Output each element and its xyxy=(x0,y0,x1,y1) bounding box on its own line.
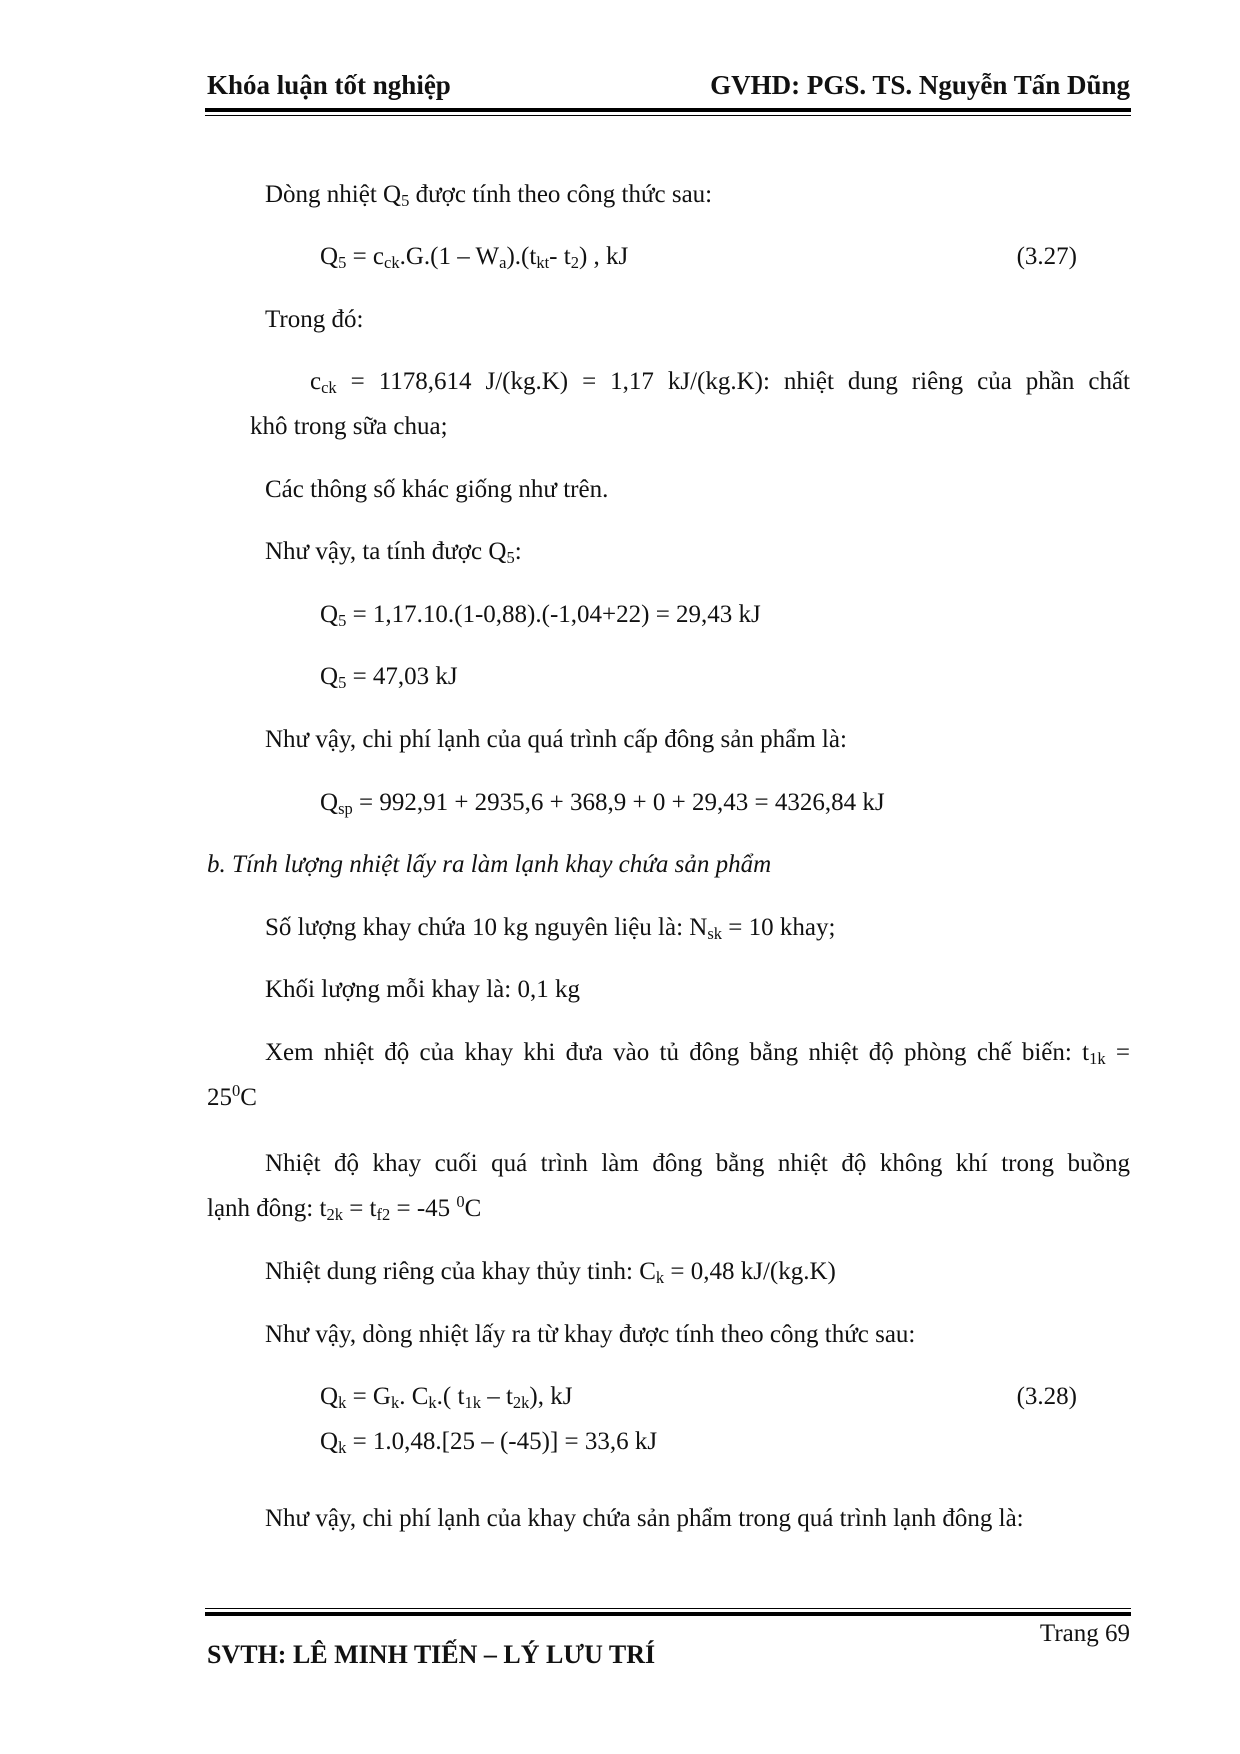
text-line-9: Như vậy, chi phí lạnh của quá trình cấp đông sản phẩm là: xyxy=(265,726,847,753)
equation-q5-2: $Q_5 = 47,03$ kJ xyxy=(320,663,458,693)
text-line-21: Như vậy, chi phí lạnh của khay chứa sản phẩm trong quá trình lạnh đông là: xyxy=(265,1505,1024,1532)
header-rule-thin xyxy=(205,115,1131,116)
equation-qk: $Q_k = 1.0,48.[25 - (-45)] = 33,6$ kJ xyxy=(320,1428,658,1458)
text-line-12: Số lượng khay chứa 10 kg nguyên liệu là: $N_{sk} = 10$ khay; xyxy=(265,914,836,944)
text-line-2: Trong đó: xyxy=(265,306,364,333)
text-line-15: $25^0C$ xyxy=(207,1080,257,1111)
equation-number-3-28: (3.28) xyxy=(1016,1383,1077,1410)
equation-3-27: $Q_5 = c_{ck}.G.(1 - W_a).(t_{kt}-$ $t_2$) , kJ xyxy=(320,243,629,273)
equation-number-3-27: (3.27) xyxy=(1016,243,1077,270)
text-line-16: Nhiệt độ khay cuối quá trình làm đông bằng nhiệt độ không khí trong buồng xyxy=(265,1150,1130,1177)
section-heading-b: b. Tính lượng nhiệt lấy ra làm lạnh khay chứa sản phẩm xyxy=(207,851,772,878)
equation-qsp: $Q_{sp} = 992,91 + 2935,6 + 368,9 + 0 + 29,43 = 4326,84$ kJ xyxy=(320,789,885,819)
text-line-5: Các thông số khác giống như trên. xyxy=(265,476,609,503)
header-rule-thick xyxy=(205,108,1131,112)
page-number: Trang 69 xyxy=(1039,1620,1130,1647)
text-line-6: Như vậy, ta tính được $Q_5$: xyxy=(265,538,522,568)
text-line-19: Như vậy, dòng nhiệt lấy ra từ khay được tính theo công thức sau: xyxy=(265,1321,916,1348)
text-line-18: Nhiệt dung riêng của khay thủy tinh: $C_k = 0,48$ kJ/(kg.K) xyxy=(265,1258,836,1288)
text-line-4: khô trong sữa chua; xyxy=(250,413,448,440)
text-line-1: Dòng nhiệt $Q_5$ được tính theo công thức sau: xyxy=(265,181,713,211)
footer-authors: SVTH: LÊ MINH TIẾN – LÝ LƯU TRÍ xyxy=(207,1640,656,1669)
header-title: Khóa luận tốt nghiệp xyxy=(207,70,451,100)
text-line-13: Khối lượng mỗi khay là: 0,1 kg xyxy=(265,976,580,1003)
footer-rule-thick xyxy=(205,1612,1131,1616)
header-advisor: GVHD: PGS. TS. Nguyễn Tấn Dũng xyxy=(710,70,1130,100)
text-line-14: Xem nhiệt độ của khay khi đưa vào tủ đông bằng nhiệt độ phòng chế biến: $t_{1k}$ = xyxy=(265,1039,1130,1069)
text-line-3: $c_{ck} = 1178,614$ J/(kg.K) = 1,17 kJ/(kg.K): nhiệt dung riêng của phần chất xyxy=(310,368,1130,398)
equation-3-28: $Q_k = G_k$. $C_k$.( $t_{1k} - t_{2k}$), kJ xyxy=(320,1383,573,1413)
text-line-17: lạnh đông: $t_{2k} = t_{f2} = -45$ $^0$C xyxy=(207,1191,482,1225)
equation-q5-1: $Q_5 = 1,17.10.(1-0,88).(-1,04+22) = 29,43$ kJ xyxy=(320,601,761,631)
footer-rule-thin xyxy=(205,1608,1131,1609)
